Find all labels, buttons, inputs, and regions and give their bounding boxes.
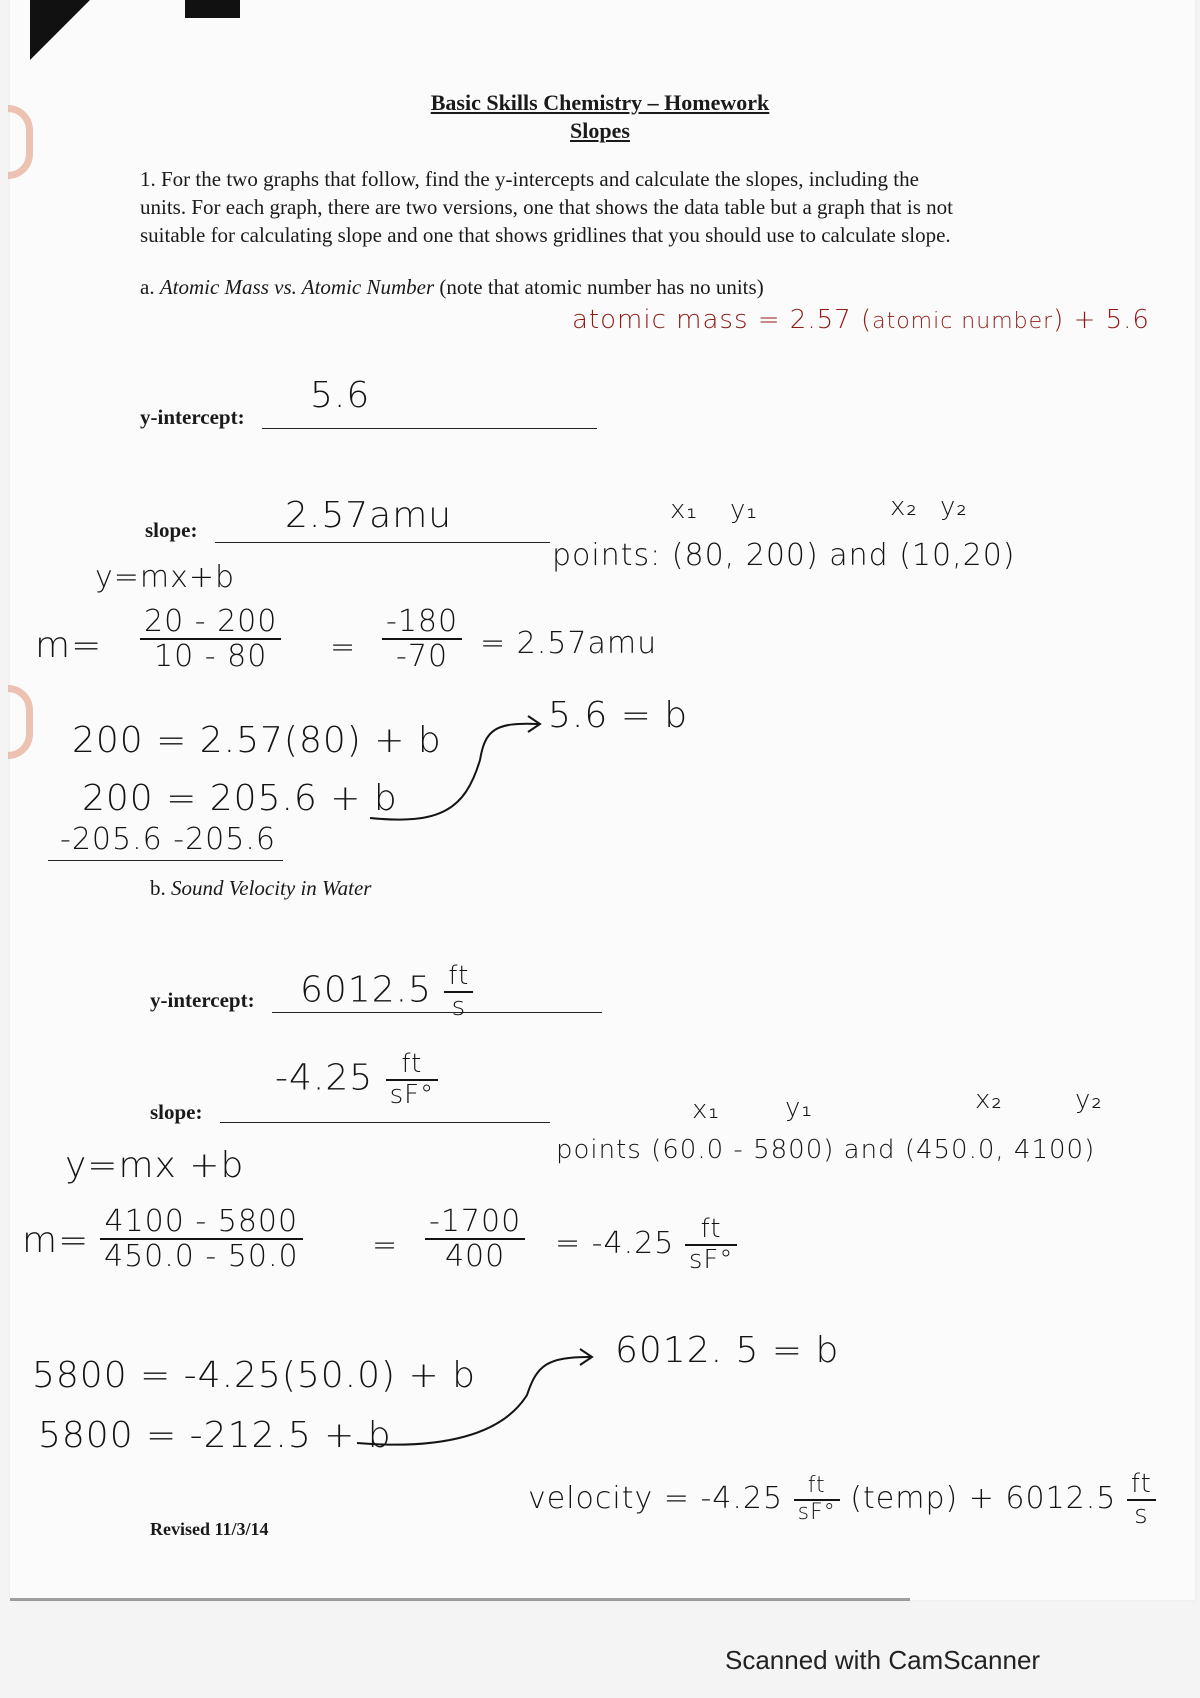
part-a-b-result: 5.6 = b bbox=[548, 695, 689, 736]
instructions-line-2: units. For each graph, there are two versions, one that shows the data table but a graph that is not bbox=[140, 195, 953, 219]
part-b-m-unit-den: sF° bbox=[688, 1244, 734, 1275]
part-a-x2-label: x₂ bbox=[890, 492, 918, 522]
part-b-equals-sign: = bbox=[372, 1228, 399, 1263]
part-a-yint-blank bbox=[262, 428, 597, 429]
part-b-slope-unit-num: ft bbox=[386, 1050, 439, 1081]
part-a-equation-rhs: ) + 5.6 bbox=[1053, 305, 1150, 335]
part-b-yint-unit-den: s bbox=[451, 991, 467, 1022]
part-b-m-numerator-2: -1700 bbox=[425, 1205, 525, 1240]
camscanner-watermark: Scanned with CamScanner bbox=[725, 1645, 1041, 1675]
part-b-m-denominator-2: 400 bbox=[444, 1239, 506, 1274]
part-a-heading bbox=[140, 273, 764, 301]
part-b-x1-label: x₁ bbox=[692, 1095, 720, 1125]
part-a-m-numerator-2: -180 bbox=[382, 605, 462, 640]
part-b-title: Sound Velocity in Water bbox=[171, 876, 372, 900]
part-b-x2-label: x₂ bbox=[975, 1085, 1003, 1115]
page-bottom-edge bbox=[10, 1598, 910, 1601]
part-b-m-numerator: 4100 - 5800 bbox=[100, 1205, 303, 1240]
part-a-m-denominator: 10 - 80 bbox=[154, 639, 268, 674]
part-b-m-label: m= bbox=[22, 1220, 90, 1261]
part-a-equation-mid: atomic number bbox=[872, 309, 1054, 334]
part-b-velocity-prefix: velocity = -4.25 bbox=[528, 1481, 784, 1517]
part-b-y2-label: y₂ bbox=[1075, 1085, 1103, 1115]
part-b-prefix: b. bbox=[150, 876, 166, 900]
part-b-m-denominator: 450.0 - 50.0 bbox=[104, 1239, 299, 1274]
part-a-yint-label: y-intercept: bbox=[140, 405, 245, 429]
instructions-line-3: suitable for calculating slope and one that shows gridlines that you should use to calculate slope. bbox=[140, 223, 951, 247]
part-a-x1-label: x₁ bbox=[670, 495, 698, 525]
part-a-step-2: 200 = 205.6 + b bbox=[82, 778, 398, 819]
part-b-slope-value-group bbox=[275, 1050, 438, 1109]
part-a-equals-sign: = bbox=[330, 630, 357, 665]
torn-notch bbox=[185, 0, 240, 18]
part-b-y1-label: y₁ bbox=[785, 1093, 813, 1123]
part-a-arrow bbox=[360, 700, 560, 830]
part-a-note: (note that atomic number has no units) bbox=[439, 275, 764, 299]
part-b-yint-unit-num: ft bbox=[444, 962, 473, 993]
part-a-step-1: 200 = 2.57(80) + b bbox=[72, 720, 442, 761]
part-b-step-2: 5800 = -212.5 + b bbox=[38, 1415, 392, 1456]
part-b-heading bbox=[150, 874, 371, 902]
part-a-m-fraction bbox=[140, 605, 281, 673]
worksheet-title: Basic Skills Chemistry – Homework bbox=[430, 90, 770, 115]
part-b-slope-label: slope: bbox=[150, 1100, 203, 1124]
torn-corner bbox=[30, 0, 90, 60]
part-b-slope-blank bbox=[220, 1122, 550, 1123]
part-a-slope-blank bbox=[215, 542, 550, 543]
part-b-m-unit-num: ft bbox=[685, 1215, 738, 1246]
instructions-line-1: 1. For the two graphs that follow, find the y-intercepts and calculate the slopes, including the bbox=[140, 167, 919, 191]
part-b-points: points (60.0 - 5800) and (450.0, 4100) bbox=[556, 1135, 1096, 1165]
part-a-y1-label: y₁ bbox=[730, 495, 758, 525]
part-b-slope-value: -4.25 bbox=[275, 1057, 374, 1099]
part-a-m-fraction-2 bbox=[382, 605, 462, 673]
part-b-velocity-unit2-den: s bbox=[1134, 1499, 1149, 1530]
part-b-m-result-group bbox=[555, 1215, 737, 1274]
part-a-m-denominator-2: -70 bbox=[396, 639, 449, 674]
part-a-m-label: m= bbox=[35, 625, 103, 666]
part-a-y2-label: y₂ bbox=[940, 492, 968, 522]
part-b-slope-unit-den: sF° bbox=[389, 1079, 435, 1110]
part-a-m-numerator: 20 - 200 bbox=[140, 605, 281, 640]
worksheet-subtitle: Slopes bbox=[570, 118, 630, 143]
part-a-slope-label: slope: bbox=[145, 518, 198, 542]
part-b-yint-label: y-intercept: bbox=[150, 988, 255, 1012]
part-a-formula: y=mx+b bbox=[95, 560, 236, 595]
part-b-m-fraction-2 bbox=[425, 1205, 525, 1273]
part-b-yint-value-group bbox=[300, 962, 473, 1021]
revised-date: Revised 11/3/14 bbox=[150, 1519, 269, 1539]
part-a-equation-lhs: atomic mass = 2.57 ( bbox=[572, 305, 873, 335]
part-b-b-result: 6012. 5 = b bbox=[615, 1330, 840, 1371]
part-a-points: points: (80, 200) and (10,20) bbox=[552, 538, 1016, 573]
part-b-velocity-unit-num: ft bbox=[794, 1474, 840, 1500]
part-b-velocity-mid: (temp) + 6012.5 bbox=[850, 1481, 1117, 1517]
part-a-title: Atomic Mass vs. Atomic Number bbox=[159, 275, 435, 299]
part-b-formula: y=mx +b bbox=[65, 1145, 245, 1186]
part-b-yint-value: 6012.5 bbox=[300, 969, 432, 1011]
part-a-prefix: a. bbox=[140, 275, 155, 299]
part-b-m-result: = -4.25 bbox=[555, 1226, 675, 1262]
part-a-step-underline bbox=[48, 860, 283, 861]
part-a-m-result: = 2.57amu bbox=[480, 626, 658, 661]
part-a-yint-value: 5.6 bbox=[310, 375, 371, 416]
part-b-arrow bbox=[352, 1335, 612, 1455]
part-a-step-3: -205.6 -205.6 bbox=[60, 822, 276, 857]
part-b-step-1: 5800 = -4.25(50.0) + b bbox=[32, 1355, 476, 1396]
part-b-m-fraction bbox=[100, 1205, 303, 1273]
part-b-velocity-equation bbox=[528, 1470, 1156, 1529]
part-a-slope-value: 2.57amu bbox=[285, 495, 453, 536]
part-b-velocity-unit2-num: ft bbox=[1127, 1470, 1156, 1501]
part-a-equation bbox=[572, 305, 1150, 335]
part-b-velocity-unit-den: sF° bbox=[797, 1499, 836, 1525]
